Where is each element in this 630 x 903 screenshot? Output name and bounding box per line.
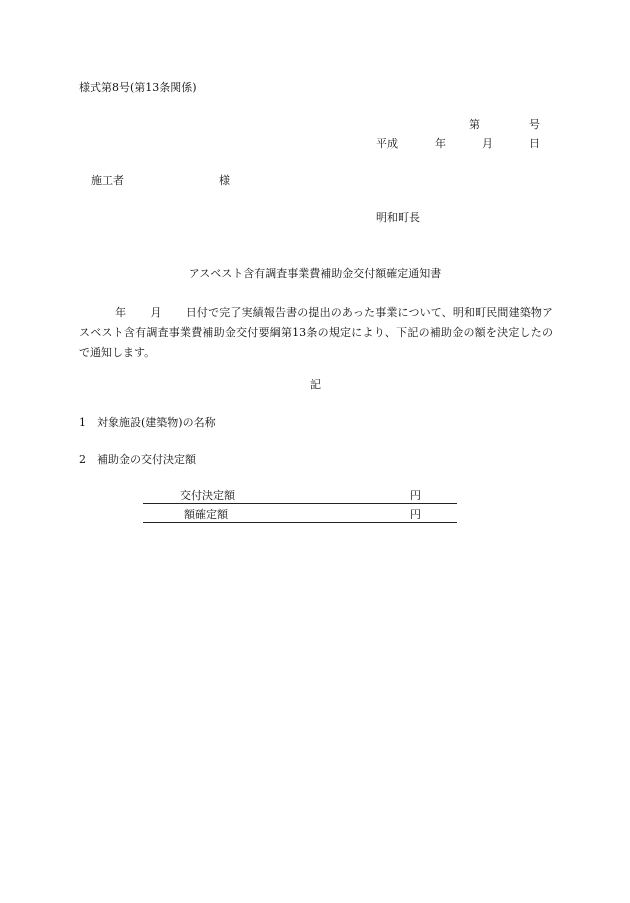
body-text: 日付で完了実績報告書の提出のあった事業について、明和町民間建築物アスベスト含有調査事業費補助金交付要綱第13条の規定により、下記の補助金の額を決定したので通知します。 — [79, 306, 554, 359]
amount-confirmed-unit: 円 — [410, 508, 421, 521]
date-era: 平成 — [376, 137, 398, 150]
doc-number-dai: 第 — [469, 118, 480, 131]
doc-number-go: 号 — [529, 118, 540, 131]
item-2 — [79, 453, 196, 467]
body-paragraph — [79, 303, 553, 363]
amount-confirmed-label: 額確定額 — [184, 508, 228, 521]
sender: 明和町長 — [376, 211, 420, 224]
date-month: 月 — [482, 137, 493, 150]
amount-row-confirmed — [143, 507, 457, 523]
date-year: 年 — [435, 137, 446, 150]
ki-label: 記 — [310, 378, 321, 391]
recipient-label: 施工者 — [91, 174, 124, 187]
item-2-label: 補助金の交付決定額 — [97, 453, 196, 466]
amount-granted-unit: 円 — [410, 489, 421, 502]
item-1 — [79, 416, 216, 430]
item-1-label: 対象施設(建築物)の名称 — [97, 416, 216, 429]
date-day: 日 — [529, 137, 540, 150]
body-year: 年 — [115, 306, 127, 319]
form-number: 様式第8号(第13条関係) — [79, 81, 197, 94]
amount-granted-label: 交付決定額 — [180, 489, 235, 502]
amount-row-granted — [143, 488, 457, 504]
body-month: 月 — [150, 306, 162, 319]
item-1-number: 1 — [79, 416, 86, 429]
document-title: アスベスト含有調査事業費補助金交付額確定通知書 — [188, 267, 442, 280]
recipient-honorific: 様 — [219, 174, 230, 187]
item-2-number: 2 — [79, 453, 86, 466]
